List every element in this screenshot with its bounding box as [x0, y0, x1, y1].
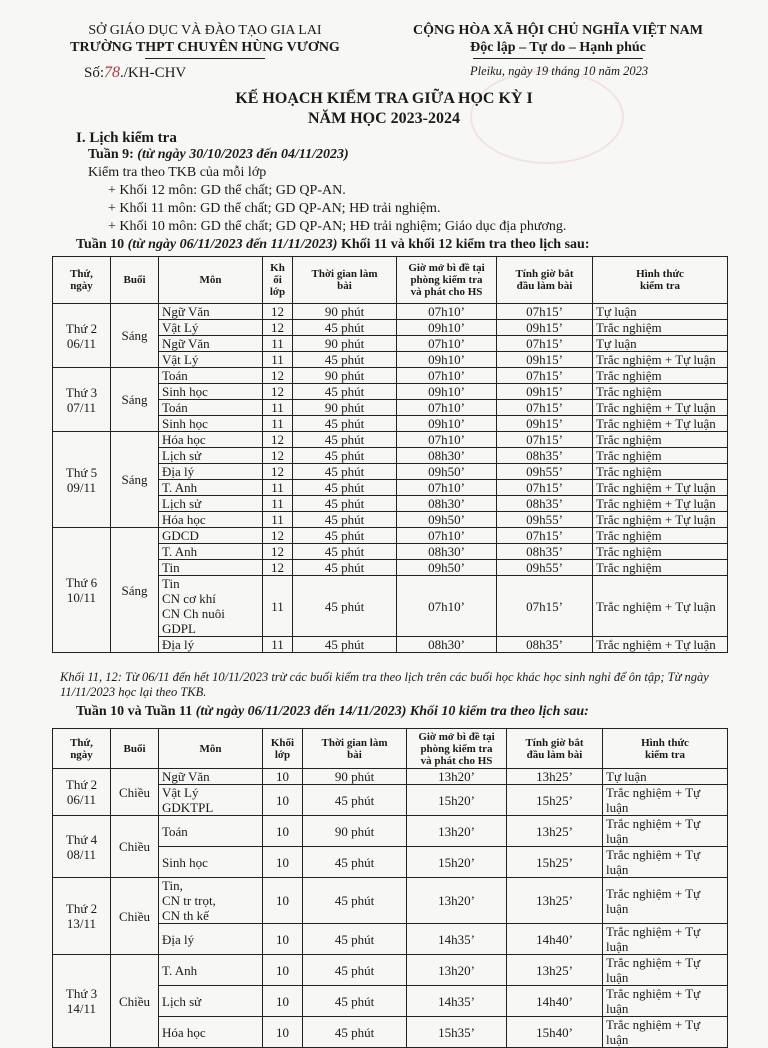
subject-cell: Hóa học	[159, 1017, 263, 1048]
subject-cell: Hóa học	[159, 512, 263, 528]
section-heading: I. Lịch kiểm tra	[76, 130, 177, 146]
duration-cell: 45 phút	[303, 785, 407, 816]
subject-cell: Toán	[159, 816, 263, 847]
format-cell: Trắc nghiệm	[593, 544, 728, 560]
grade-cell: 12	[263, 304, 293, 320]
start-time-cell: 15h40’	[507, 1017, 603, 1048]
format-cell: Trắc nghiệm + Tự luận	[603, 986, 728, 1017]
document-title: KẾ HOẠCH KIỂM TRA GIỮA HỌC KỲ I	[235, 90, 533, 107]
header-day: Thứ, ngày	[53, 257, 111, 304]
format-cell: Trắc nghiệm	[593, 448, 728, 464]
section2-line	[76, 703, 589, 721]
grade-cell: 10	[263, 785, 303, 816]
subject-cell: Lịch sử	[159, 986, 263, 1017]
start-time-cell: 07h15’	[497, 336, 593, 352]
start-time-cell: 13h25’	[507, 816, 603, 847]
week10-label: Tuần 10	[76, 237, 125, 252]
week9-range: (từ ngày 30/10/2023 đến 04/11/2023)	[137, 147, 349, 162]
start-time-cell: 08h35’	[497, 637, 593, 653]
duration-cell: 45 phút	[293, 352, 397, 368]
week10-range: (từ ngày 06/11/2023 đến 11/11/2023)	[127, 237, 338, 252]
duration-cell: 45 phút	[293, 432, 397, 448]
start-time-cell: 15h25’	[507, 785, 603, 816]
duration-cell: 45 phút	[293, 528, 397, 544]
grade-cell: 11	[263, 637, 293, 653]
subject-cell: T. Anh	[159, 544, 263, 560]
duration-cell: 45 phút	[293, 544, 397, 560]
subject-cell: Địa lý	[159, 464, 263, 480]
grade-cell: 12	[263, 432, 293, 448]
grade-11-12-note: Khối 11, 12: Từ 06/11 đến hết 10/11/2023 trừ các buổi kiểm tra theo lịch trên các buổi học khác học sinh nghỉ để ôn tập; Từ ngày 11/11/2023 học lại theo TKB.	[60, 670, 709, 699]
open-time-cell: 13h20’	[407, 816, 507, 847]
grade-cell: 11	[263, 576, 293, 637]
table-row	[53, 368, 728, 384]
format-cell: Trắc nghiệm	[593, 560, 728, 576]
header-open-time: Giờ mở bì đề tại phòng kiểm tra và phát cho HS	[407, 729, 507, 769]
format-cell: Tự luận	[593, 336, 728, 352]
header-right	[378, 22, 738, 59]
format-cell: Trắc nghiệm + Tự luận	[603, 924, 728, 955]
open-time-cell: 07h10’	[397, 576, 497, 637]
start-time-cell: 07h15’	[497, 400, 593, 416]
subject-cell: Lịch sử	[159, 496, 263, 512]
duration-cell: 45 phút	[293, 416, 397, 432]
open-time-cell: 15h20’	[407, 847, 507, 878]
grade-cell: 11	[263, 512, 293, 528]
subject-cell: Địa lý	[159, 924, 263, 955]
grade-cell: 11	[263, 336, 293, 352]
subject-cell: Sinh học	[159, 384, 263, 400]
grade-cell: 12	[263, 384, 293, 400]
open-time-cell: 09h50’	[397, 464, 497, 480]
start-time-cell: 07h15’	[497, 304, 593, 320]
start-time-cell: 09h55’	[497, 512, 593, 528]
duration-cell: 45 phút	[303, 847, 407, 878]
format-cell: Trắc nghiệm + Tự luận	[593, 352, 728, 368]
duration-cell: 45 phút	[293, 576, 397, 637]
open-time-cell: 14h35’	[407, 986, 507, 1017]
grade-cell: 11	[263, 480, 293, 496]
session-cell: Sáng	[111, 368, 159, 432]
table-row	[53, 955, 728, 986]
grade-cell: 11	[263, 416, 293, 432]
day-cell: Thứ 3 14/11	[53, 955, 111, 1048]
grade-cell: 10	[263, 816, 303, 847]
session-cell: Chiều	[111, 816, 159, 878]
subject-cell: GDCD	[159, 528, 263, 544]
start-time-cell: 14h40’	[507, 986, 603, 1017]
open-time-cell: 08h30’	[397, 496, 497, 512]
duration-cell: 90 phút	[293, 400, 397, 416]
document-number	[84, 64, 186, 82]
day-cell: Thứ 6 10/11	[53, 528, 111, 653]
grade-cell: 12	[263, 528, 293, 544]
duration-cell: 90 phút	[303, 769, 407, 785]
duration-cell: 45 phút	[303, 986, 407, 1017]
table-header-row	[53, 729, 728, 769]
grade-cell: 10	[263, 1017, 303, 1048]
open-time-cell: 09h50’	[397, 512, 497, 528]
format-cell: Trắc nghiệm	[593, 464, 728, 480]
header-start-time: Tính giờ bắt đầu làm bài	[507, 729, 603, 769]
subject-cell: Ngữ Văn	[159, 304, 263, 320]
session-cell: Sáng	[111, 432, 159, 528]
start-time-cell: 09h15’	[497, 416, 593, 432]
duration-cell: 45 phút	[303, 924, 407, 955]
format-cell: Trắc nghiệm	[593, 528, 728, 544]
schedule-table-grade-11-12	[52, 256, 728, 653]
duration-cell: 90 phút	[303, 816, 407, 847]
header-subject: Môn	[159, 257, 263, 304]
open-time-cell: 07h10’	[397, 336, 497, 352]
document-subtitle: NĂM HỌC 2023-2024	[308, 110, 460, 127]
header-format: Hình thức kiểm tra	[603, 729, 728, 769]
subject-cell: Địa lý	[159, 637, 263, 653]
grade-cell: 10	[263, 986, 303, 1017]
format-cell: Trắc nghiệm + Tự luận	[593, 512, 728, 528]
table-row	[53, 528, 728, 544]
format-cell: Trắc nghiệm + Tự luận	[603, 955, 728, 986]
section2-label: Tuần 10 và Tuần 11	[76, 704, 193, 719]
start-time-cell: 08h35’	[497, 544, 593, 560]
subject-cell: Vật Lý GDKTPL	[159, 785, 263, 816]
header-session: Buổi	[111, 729, 159, 769]
table-row	[53, 816, 728, 847]
start-time-cell: 15h25’	[507, 847, 603, 878]
subject-cell: Ngữ Văn	[159, 769, 263, 785]
grade-cell: 10	[263, 955, 303, 986]
open-time-cell: 13h20’	[407, 769, 507, 785]
header-left	[40, 22, 370, 59]
subject-cell: Toán	[159, 368, 263, 384]
open-time-cell: 07h10’	[397, 480, 497, 496]
subject-cell: Ngữ Văn	[159, 336, 263, 352]
day-cell: Thứ 4 08/11	[53, 816, 111, 878]
header-start-time: Tính giờ bắt đầu làm bài	[497, 257, 593, 304]
motto: Độc lập – Tự do – Hạnh phúc	[470, 40, 646, 55]
school-name: TRƯỜNG THPT CHUYÊN HÙNG VƯƠNG	[70, 40, 340, 55]
duration-cell: 45 phút	[303, 878, 407, 924]
format-cell: Trắc nghiệm	[593, 368, 728, 384]
start-time-cell: 09h55’	[497, 560, 593, 576]
header-duration: Thời gian làm bài	[293, 257, 397, 304]
duration-cell: 45 phút	[293, 464, 397, 480]
start-time-cell: 14h40’	[507, 924, 603, 955]
day-cell: Thứ 2 06/11	[53, 769, 111, 816]
start-time-cell: 07h15’	[497, 528, 593, 544]
header-right-underline	[473, 58, 643, 59]
open-time-cell: 07h10’	[397, 304, 497, 320]
start-time-cell: 07h15’	[497, 368, 593, 384]
grade-cell: 10	[263, 847, 303, 878]
week10-line	[76, 236, 590, 254]
open-time-cell: 09h10’	[397, 384, 497, 400]
header-grade: Kh ối lớp	[263, 257, 293, 304]
table-row	[53, 304, 728, 320]
format-cell: Trắc nghiệm + Tự luận	[603, 1017, 728, 1048]
section2-range: (từ ngày 06/11/2023 đến 14/11/2023)	[195, 704, 407, 719]
open-time-cell: 08h30’	[397, 448, 497, 464]
subject-cell: Vật Lý	[159, 352, 263, 368]
header-session: Buổi	[111, 257, 159, 304]
header-left-underline	[145, 58, 265, 59]
week10-tail: Khối 11 và khối 12 kiểm tra theo lịch sau:	[340, 237, 590, 252]
open-time-cell: 07h10’	[397, 528, 497, 544]
subject-cell: Sinh học	[159, 847, 263, 878]
day-cell: Thứ 5 09/11	[53, 432, 111, 528]
format-cell: Trắc nghiệm + Tự luận	[603, 847, 728, 878]
open-time-cell: 08h30’	[397, 544, 497, 560]
grade-cell: 12	[263, 464, 293, 480]
format-cell: Trắc nghiệm + Tự luận	[593, 400, 728, 416]
week9-item: + Khối 11 môn: GD thể chất; GD QP-AN; HĐ trải nghiệm.	[108, 201, 441, 216]
duration-cell: 45 phút	[293, 384, 397, 400]
open-time-cell: 09h10’	[397, 352, 497, 368]
grade-cell: 12	[263, 544, 293, 560]
week9-label: Tuần 9:	[88, 147, 134, 162]
subject-cell: Hóa học	[159, 432, 263, 448]
start-time-cell: 07h15’	[497, 432, 593, 448]
duration-cell: 45 phút	[293, 637, 397, 653]
document-number-value: 78	[104, 64, 121, 81]
start-time-cell: 09h15’	[497, 320, 593, 336]
header-grade: Khối lớp	[263, 729, 303, 769]
open-time-cell: 13h20’	[407, 878, 507, 924]
grade-cell: 12	[263, 448, 293, 464]
day-cell: Thứ 3 07/11	[53, 368, 111, 432]
duration-cell: 45 phút	[303, 1017, 407, 1048]
open-time-cell: 13h20’	[407, 955, 507, 986]
subject-cell: Vật Lý	[159, 320, 263, 336]
format-cell: Trắc nghiệm + Tự luận	[593, 496, 728, 512]
grade-cell: 10	[263, 878, 303, 924]
department-name: SỞ GIÁO DỤC VÀ ĐÀO TẠO GIA LAI	[88, 23, 322, 38]
start-time-cell: 08h35’	[497, 496, 593, 512]
open-time-cell: 09h10’	[397, 320, 497, 336]
document-number-suffix: ./KH-CHV	[120, 65, 187, 81]
start-time-cell: 07h15’	[497, 576, 593, 637]
start-time-cell: 09h15’	[497, 384, 593, 400]
open-time-cell: 15h35’	[407, 1017, 507, 1048]
open-time-cell: 08h30’	[397, 637, 497, 653]
format-cell: Trắc nghiệm	[593, 384, 728, 400]
duration-cell: 90 phút	[293, 336, 397, 352]
session-cell: Sáng	[111, 528, 159, 653]
subject-cell: Lịch sử	[159, 448, 263, 464]
week9-intro: Kiểm tra theo TKB của mỗi lớp	[88, 165, 267, 180]
grade-cell: 11	[263, 400, 293, 416]
session-cell: Chiều	[111, 769, 159, 816]
duration-cell: 45 phút	[293, 480, 397, 496]
schedule-table-grade-10	[52, 728, 728, 1048]
session-cell: Sáng	[111, 304, 159, 368]
duration-cell: 45 phút	[293, 560, 397, 576]
grade-cell: 10	[263, 924, 303, 955]
start-time-cell: 13h25’	[507, 955, 603, 986]
document-date: Pleiku, ngày 19 tháng 10 năm 2023	[470, 64, 649, 78]
grade-cell: 12	[263, 320, 293, 336]
week9-item: + Khối 12 môn: GD thể chất; GD QP-AN.	[108, 183, 346, 198]
section2-tail: Khối 10 kiểm tra theo lịch sau:	[409, 704, 589, 719]
format-cell: Trắc nghiệm + Tự luận	[593, 637, 728, 653]
week9-line	[88, 146, 349, 164]
duration-cell: 90 phút	[293, 368, 397, 384]
duration-cell: 45 phút	[293, 496, 397, 512]
format-cell: Trắc nghiệm + Tự luận	[593, 480, 728, 496]
header-subject: Môn	[159, 729, 263, 769]
start-time-cell: 13h25’	[507, 769, 603, 785]
grade-cell: 12	[263, 560, 293, 576]
header-duration: Thời gian làm bài	[303, 729, 407, 769]
format-cell: Trắc nghiệm + Tự luận	[603, 878, 728, 924]
subject-cell: Tin	[159, 560, 263, 576]
subject-cell: Tin, CN tr trọt, CN th kế	[159, 878, 263, 924]
country-name: CỘNG HÒA XÃ HỘI CHỦ NGHĨA VIỆT NAM	[412, 23, 703, 38]
format-cell: Tự luận	[593, 304, 728, 320]
table-row	[53, 432, 728, 448]
start-time-cell: 07h15’	[497, 480, 593, 496]
grade-cell: 10	[263, 769, 303, 785]
open-time-cell: 09h10’	[397, 416, 497, 432]
day-cell: Thứ 2 13/11	[53, 878, 111, 955]
format-cell: Trắc nghiệm + Tự luận	[603, 785, 728, 816]
document-number-prefix: Số:	[84, 65, 105, 81]
open-time-cell: 14h35’	[407, 924, 507, 955]
subject-cell: Sinh học	[159, 416, 263, 432]
subject-cell: Tin CN cơ khí CN Ch nuôi GDPL	[159, 576, 263, 637]
table-row	[53, 878, 728, 924]
duration-cell: 45 phút	[293, 320, 397, 336]
duration-cell: 45 phút	[293, 512, 397, 528]
session-cell: Chiều	[111, 878, 159, 955]
grade-cell: 12	[263, 368, 293, 384]
week9-item: + Khối 10 môn: GD thể chất; GD QP-AN; HĐ trải nghiệm; Giáo dục địa phương.	[108, 219, 567, 234]
header-format: Hình thức kiểm tra	[593, 257, 728, 304]
grade-cell: 11	[263, 496, 293, 512]
duration-cell: 45 phút	[303, 955, 407, 986]
grade-cell: 11	[263, 352, 293, 368]
format-cell: Trắc nghiệm	[593, 320, 728, 336]
open-time-cell: 09h50’	[397, 560, 497, 576]
subject-cell: T. Anh	[159, 480, 263, 496]
subject-cell: Toán	[159, 400, 263, 416]
start-time-cell: 09h55’	[497, 464, 593, 480]
open-time-cell: 15h20’	[407, 785, 507, 816]
table-header-row	[53, 257, 728, 304]
start-time-cell: 13h25’	[507, 878, 603, 924]
start-time-cell: 08h35’	[497, 448, 593, 464]
header-open-time: Giờ mở bì đề tại phòng kiểm tra và phát cho HS	[397, 257, 497, 304]
format-cell: Trắc nghiệm + Tự luận	[593, 416, 728, 432]
format-cell: Trắc nghiệm	[593, 432, 728, 448]
open-time-cell: 07h10’	[397, 368, 497, 384]
session-cell: Chiều	[111, 955, 159, 1048]
format-cell: Trắc nghiệm + Tự luận	[593, 576, 728, 637]
header-day: Thứ, ngày	[53, 729, 111, 769]
subject-cell: T. Anh	[159, 955, 263, 986]
duration-cell: 45 phút	[293, 448, 397, 464]
open-time-cell: 07h10’	[397, 400, 497, 416]
table-row	[53, 769, 728, 785]
format-cell: Trắc nghiệm + Tự luận	[603, 816, 728, 847]
day-cell: Thứ 2 06/11	[53, 304, 111, 368]
duration-cell: 90 phút	[293, 304, 397, 320]
start-time-cell: 09h15’	[497, 352, 593, 368]
open-time-cell: 07h10’	[397, 432, 497, 448]
format-cell: Tự luận	[603, 769, 728, 785]
